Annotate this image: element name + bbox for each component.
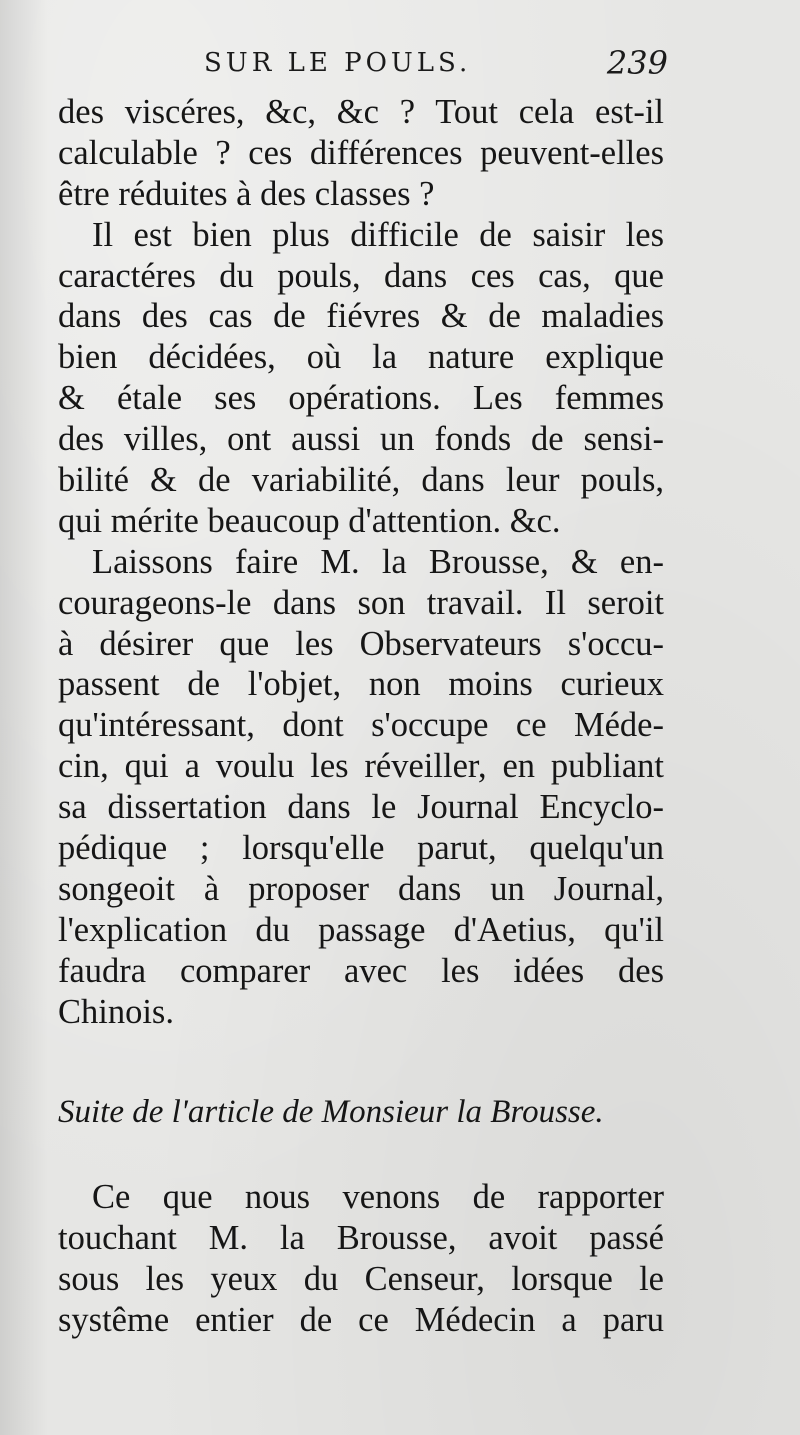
- text-line: sous les yeux du Censeur, lorsque le: [58, 1259, 664, 1298]
- text-line: calculable ? ces différences peuvent-elles: [58, 133, 664, 172]
- text-line: qu'intéressant, dont s'occupe ce Méde-: [58, 706, 664, 745]
- page-number: 239: [606, 44, 668, 82]
- text-line: & étale ses opérations. Les femmes: [58, 379, 664, 418]
- text-line: faudra comparer avec les idées des: [58, 951, 664, 990]
- text-line: des villes, ont aussi un fonds de sensi-: [58, 420, 664, 459]
- section-heading: Suite de l'article de Monsieur la Brousse.: [58, 1094, 604, 1130]
- text-line: passent de l'objet, non moins curieux: [58, 665, 664, 704]
- text-line: pédique ; lorsqu'elle parut, quelqu'un: [58, 829, 664, 868]
- text-line: cin, qui a voulu les réveiller, en publiant: [58, 747, 664, 786]
- binding-shadow: [0, 0, 48, 1435]
- text-line: Il est bien plus difficile de saisir les: [92, 215, 664, 254]
- text-line: sa dissertation dans le Journal Encyclo-: [58, 788, 664, 827]
- text-line: Chinois.: [58, 992, 174, 1031]
- text-line: bilité & de variabilité, dans leur pouls,: [58, 461, 664, 500]
- text-line: dans des cas de fiévres & de maladies: [58, 297, 664, 336]
- body-text: [58, 92, 664, 1032]
- text-line: être réduites à des classes ?: [58, 174, 435, 213]
- text-line: Ce que nous venons de rapporter: [92, 1178, 664, 1216]
- text-line: qui mérite beaucoup d'attention. &c.: [58, 501, 561, 540]
- text-line: bien décidées, où la nature explique: [58, 338, 664, 377]
- text-line: songeoit à proposer dans un Journal,: [58, 869, 664, 908]
- text-line: courageons-le dans son travail. Il seroit: [58, 583, 664, 622]
- running-title: SUR LE POULS.: [204, 48, 472, 78]
- text-line: des viscéres, &c, &c ? Tout cela est-il: [58, 93, 664, 131]
- text-line: caractéres du pouls, dans ces cas, que: [58, 256, 664, 295]
- text-line: systême entier de ce Médecin a paru: [58, 1300, 664, 1339]
- text-line: l'explication du passage d'Aetius, qu'il: [58, 910, 664, 949]
- text-line: touchant M. la Brousse, avoit passé: [58, 1218, 664, 1257]
- text-line: Laissons faire M. la Brousse, & en-: [92, 542, 664, 581]
- text-line: à désirer que les Observateurs s'occu-: [58, 624, 664, 663]
- section-text: [58, 1177, 664, 1341]
- running-head: [60, 42, 668, 90]
